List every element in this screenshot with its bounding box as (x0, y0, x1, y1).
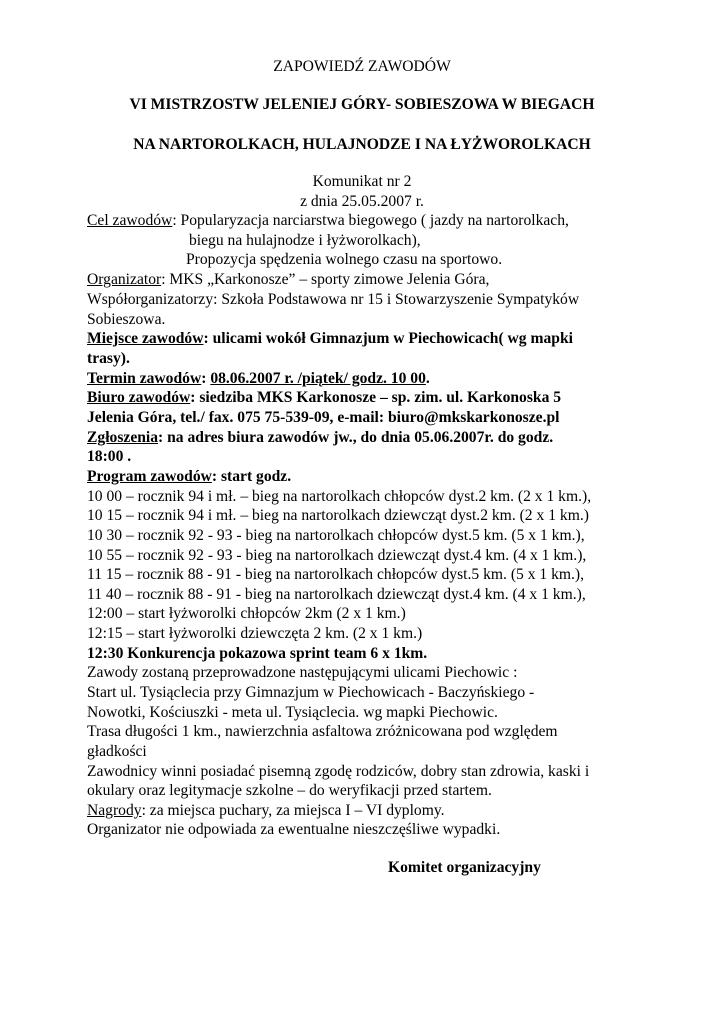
venue-label: Miejsce zawodów (87, 330, 204, 347)
program-heading (87, 467, 291, 486)
goal-line-3: Propozycja spędzenia wolnego czasu na sportowo. (186, 251, 503, 268)
date-line (87, 369, 430, 388)
program-suffix: : start godz. (211, 468, 292, 485)
prizes-label: Nagrody (87, 802, 142, 819)
organizer-line-2: Współorganizatorzy: Szkoła Podstawowa nr 15 i Stowarzyszenie Sympatyków (87, 291, 580, 308)
office-line-1 (87, 388, 561, 407)
office-line-2: Jelenia Góra, tel./ fax. 075 75-539-09, e-mail: biuro@mkskarkonosze.pl (87, 409, 560, 426)
venue-text-1: : ulicami wokół Gimnazjum w Piechowicach( wg mapki (203, 330, 573, 347)
venue-line-1 (87, 329, 573, 348)
program-item: 10 55 – rocznik 92 - 93 - bieg na nartorolkach dziewcząt dyst.4 km. (4 x 1 km.), (87, 547, 587, 564)
program-label: Program zawodów (87, 468, 212, 485)
program-item: 10 15 – rocznik 94 i mł. – bieg na nartorolkach dziewcząt dyst.2 km. (2 x 1 km.) (87, 507, 589, 524)
route-line-5: gładkości (87, 743, 147, 760)
office-text-1: : siedziba MKS Karkonosze – sp. zim. ul. Karkonoska 5 (190, 389, 562, 406)
program-item: 10 00 – rocznik 94 i mł. – bieg na nartorolkach chłopców dyst.2 km. (2 x 1 km.), (87, 488, 592, 505)
entries-label: Zgłoszenia (87, 429, 159, 446)
competitors-line-1: Zawodnicy winni posiadać pisemną zgodę rodziców, dobry stan zdrowia, kaski i (87, 763, 590, 780)
entries-text-1: : na adres biura zawodów jw., do dnia 05.06.2007r. do godz. (158, 429, 554, 446)
goal-line-2: biegu na hulajnodze i łyżworolkach), (189, 232, 421, 249)
date-label: Termin zawodów (87, 370, 202, 387)
venue-line-2: trasy). (87, 350, 130, 367)
announcement-heading: ZAPOWIEDŹ ZAWODÓW (273, 58, 451, 75)
title-line-1: VI MISTRZOSTW JELENIEJ GÓRY- SOBIESZOWA W BIEGACH (129, 96, 595, 113)
goal-text-1: : Popularyzacja narciarstwa biegowego ( jazdy na nartorolkach, (172, 212, 569, 229)
program-item: 12:15 – start łyżworolki dziewczęta 2 km. (2 x 1 km.) (87, 625, 423, 642)
program-item: 12:00 – start łyżworolki chłopców 2km (2 x 1 km.) (87, 605, 406, 622)
liability-line: Organizator nie odpowiada za ewentualne nieszczęśliwe wypadki. (87, 821, 501, 838)
organizer-label: Organizator (87, 271, 162, 288)
communique-date: z dnia 25.05.2007 r. (300, 193, 424, 210)
route-line-4: Trasa długości 1 km., nawierzchnia asfaltowa zróżnicowana pod względem (87, 723, 558, 740)
communique-number: Komunikat nr 2 (312, 173, 412, 190)
date-end: . (425, 370, 430, 387)
title-line-2: NA NARTOROLKACH, HULAJNODZE I NA ŁYŻWOROLKACH (133, 136, 591, 153)
signature: Komitet organizacyjny (388, 859, 541, 876)
date-separator: : (201, 370, 211, 387)
entries-line-1 (87, 428, 553, 447)
prizes-text: : za miejsca puchary, za miejsca I – VI dyplomy. (141, 802, 445, 819)
program-item: 11 15 – rocznik 88 - 91 - bieg na nartorolkach chłopców dyst.5 km. (5 x 1 km.), (87, 566, 585, 583)
route-line-2: Start ul. Tysiąclecia przy Gimnazjum w Piechowicach - Baczyńskiego - (87, 684, 535, 701)
date-value: 08.06.2007 r. /piątek/ godz. 10 00 (210, 370, 426, 387)
route-line-3: Nowotki, Kościuszki - meta ul. Tysiąclecia. wg mapki Piechowic. (87, 704, 498, 721)
office-label: Biuro zawodów (87, 389, 191, 406)
sprint-item: 12:30 Konkurencja pokazowa sprint team 6 x 1km. (87, 645, 428, 662)
organizer-line-1 (87, 270, 489, 289)
program-item: 11 40 – rocznik 88 - 91 - bieg na nartorolkach dziewcząt dyst.4 km. (4 x 1 km.), (87, 586, 586, 603)
organizer-line-3: Sobieszowa. (87, 311, 166, 328)
entries-line-2: 18:00 . (87, 448, 132, 465)
program-item: 10 30 – rocznik 92 - 93 - bieg na nartorolkach chłopców dyst.5 km. (5 x 1 km.), (87, 527, 585, 544)
prizes-line (87, 801, 445, 820)
organizer-text-1: : MKS „Karkonosze” – sporty zimowe Jelenia Góra, (161, 271, 490, 288)
competitors-line-2: okulary oraz legitymacje szkolne – do weryfikacji przed startem. (87, 782, 492, 799)
goal-line-1 (87, 211, 569, 230)
route-line-1: Zawody zostaną przeprowadzone następującymi ulicami Piechowic : (87, 664, 518, 681)
goal-label: Cel zawodów (87, 212, 173, 229)
